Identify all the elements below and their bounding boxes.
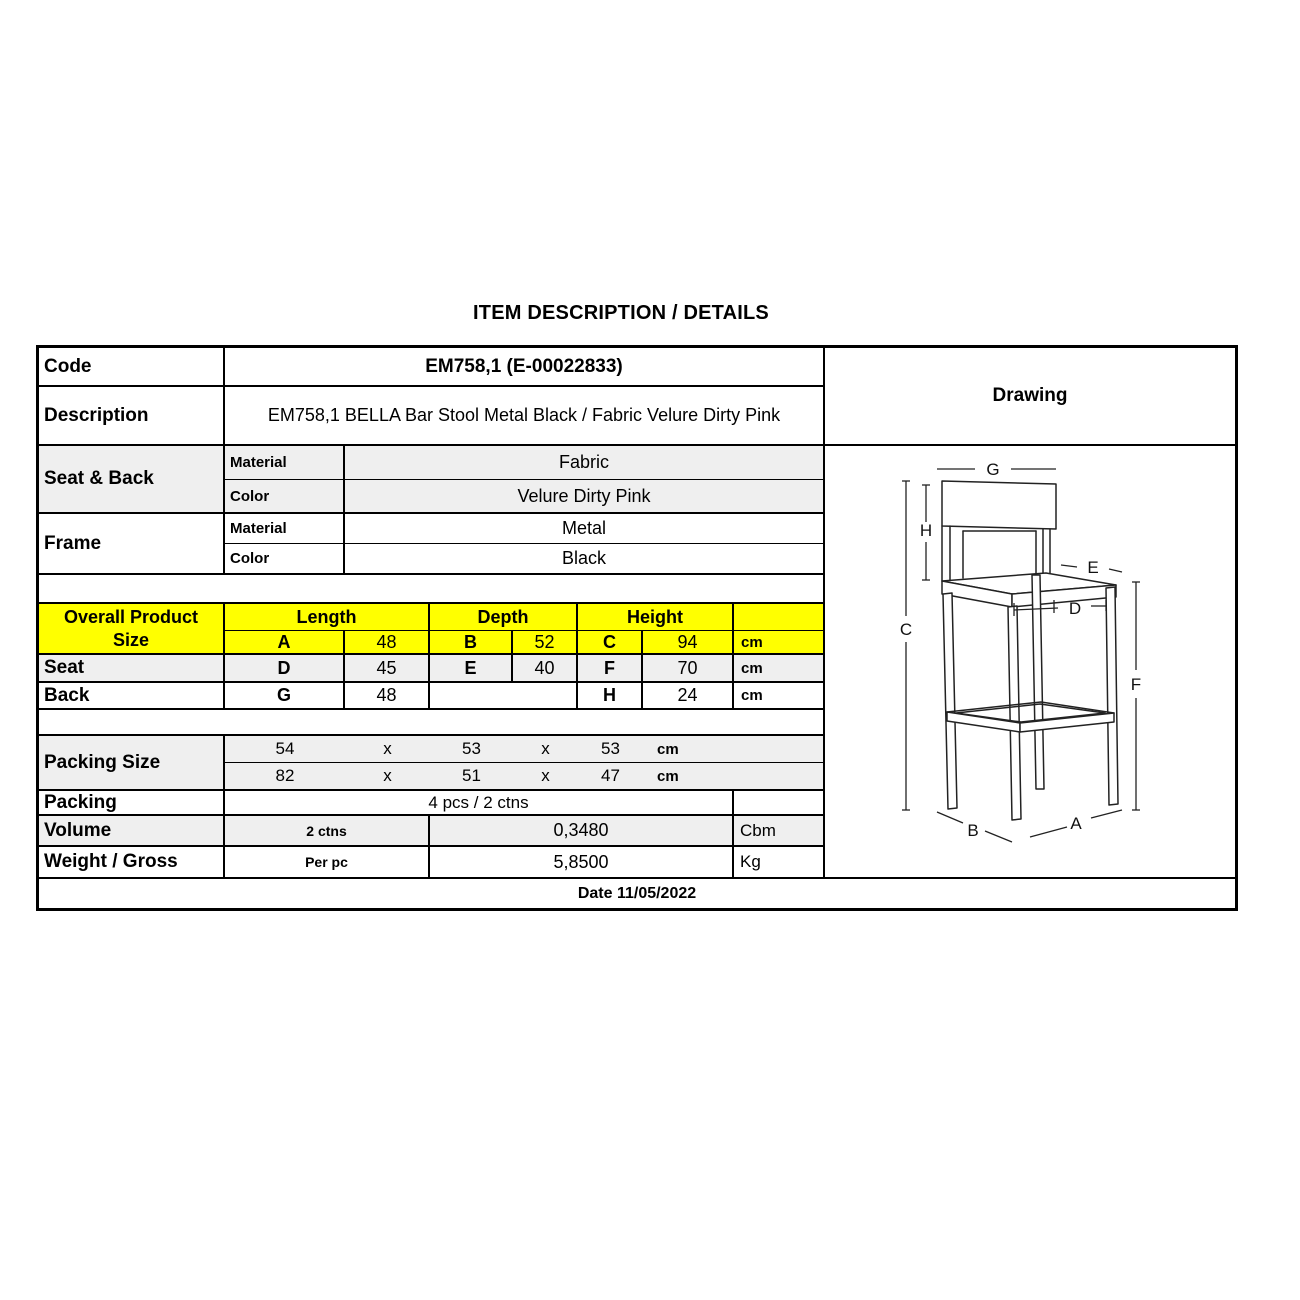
back-length-value: 48: [345, 683, 430, 710]
back-length-key: G: [225, 683, 345, 710]
date-row: Date 11/05/2022: [577, 884, 697, 902]
packing-size-r1-x2: x: [513, 736, 578, 763]
overall-length-key: A: [225, 631, 345, 655]
weight-qty: Per pc: [225, 847, 430, 879]
packing-value: 4 pcs / 2 ctns: [225, 791, 734, 816]
code-label: Code: [39, 348, 225, 387]
overall-height-key: C: [578, 631, 643, 655]
seat-back-color-value: Velure Dirty Pink: [345, 480, 825, 514]
size-col-depth: Depth: [430, 604, 578, 631]
stool-leg: [1008, 606, 1021, 820]
seat-length-value: 45: [345, 655, 430, 683]
back-height-key: H: [578, 683, 643, 710]
packing-size-r1-end: [734, 736, 825, 763]
packing-size-r2-x2: x: [513, 763, 578, 791]
seat-depth-value: 40: [513, 655, 578, 683]
packing-size-r2-x1: x: [345, 763, 430, 791]
code-value: EM758,1 (E-00022833): [225, 348, 825, 387]
seat-height-key: F: [578, 655, 643, 683]
seat-back-material-label: Material: [225, 446, 345, 480]
spacer-row: [39, 575, 825, 604]
packing-size-r2-v1: 82: [225, 763, 345, 791]
back-height-value: 24: [643, 683, 734, 710]
frame-material-label: Material: [225, 514, 345, 544]
packing-size-label: Packing Size: [39, 736, 225, 791]
dim-label-f: F: [1130, 675, 1142, 694]
overall-unit: cm: [734, 631, 825, 655]
dim-label-g: G: [986, 460, 1000, 479]
seat-back-color-label: Color: [225, 480, 345, 514]
seat-unit: cm: [734, 655, 825, 683]
spacer-row: [39, 710, 825, 736]
back-unit: cm: [734, 683, 825, 710]
dim-label-h: H: [919, 521, 933, 540]
overall-depth-key: B: [430, 631, 513, 655]
seat-back-material-value: Fabric: [345, 446, 825, 480]
volume-value: 0,3480: [430, 816, 734, 847]
dim-label-a: A: [1070, 814, 1082, 833]
frame-color-label: Color: [225, 544, 345, 575]
seat-depth-key: E: [430, 655, 513, 683]
stool-leg: [943, 593, 957, 809]
packing-size-r1-unit: cm: [643, 736, 734, 763]
size-col-unit-spacer: [734, 604, 825, 631]
back-depth-empty: [430, 683, 578, 710]
packing-size-r2-v2: 51: [430, 763, 513, 791]
packing-size-r1-v2: 53: [430, 736, 513, 763]
volume-label: Volume: [39, 816, 225, 847]
item-details-table: [36, 345, 1238, 911]
seat-length-key: D: [225, 655, 345, 683]
packing-size-r2-end: [734, 763, 825, 791]
bar-stool-drawing: [825, 446, 1235, 877]
size-section-label: Overall Product Size: [39, 604, 225, 655]
dim-label-d: D: [1068, 599, 1082, 618]
frame-color-value: Black: [345, 544, 825, 575]
weight-unit: Kg: [734, 847, 825, 879]
description-label: Description: [39, 387, 225, 446]
seat-row-label: Seat: [39, 655, 225, 683]
description-value: EM758,1 BELLA Bar Stool Metal Black / Fabric Velure Dirty Pink: [225, 387, 825, 446]
stool-backrest: [942, 481, 1056, 529]
overall-length-value: 48: [345, 631, 430, 655]
packing-size-r2-unit: cm: [643, 763, 734, 791]
seat-back-label: Seat & Back: [39, 446, 225, 514]
dim-label-c: C: [899, 620, 913, 639]
overall-height-value: 94: [643, 631, 734, 655]
packing-end: [734, 791, 825, 816]
drawing-cell: [825, 446, 1235, 879]
dim-label-b: B: [967, 821, 979, 840]
frame-material-value: Metal: [345, 514, 825, 544]
page-title: ITEM DESCRIPTION / DETAILS: [473, 302, 769, 324]
stool-leg: [1032, 575, 1044, 789]
volume-unit: Cbm: [734, 816, 825, 847]
back-row-label: Back: [39, 683, 225, 710]
volume-qty: 2 ctns: [225, 816, 430, 847]
frame-label: Frame: [39, 514, 225, 575]
packing-size-r2-v3: 47: [578, 763, 643, 791]
packing-size-r1-v3: 53: [578, 736, 643, 763]
packing-size-r1-v1: 54: [225, 736, 345, 763]
packing-size-r1-x1: x: [345, 736, 430, 763]
packing-label: Packing: [39, 791, 225, 816]
overall-depth-value: 52: [513, 631, 578, 655]
weight-label: Weight / Gross: [39, 847, 225, 879]
stool-leg: [1106, 587, 1118, 805]
size-col-height: Height: [578, 604, 734, 631]
drawing-header: Drawing: [825, 348, 1235, 446]
size-col-length: Length: [225, 604, 430, 631]
seat-height-value: 70: [643, 655, 734, 683]
dim-label-e: E: [1087, 558, 1099, 577]
weight-value: 5,8500: [430, 847, 734, 879]
